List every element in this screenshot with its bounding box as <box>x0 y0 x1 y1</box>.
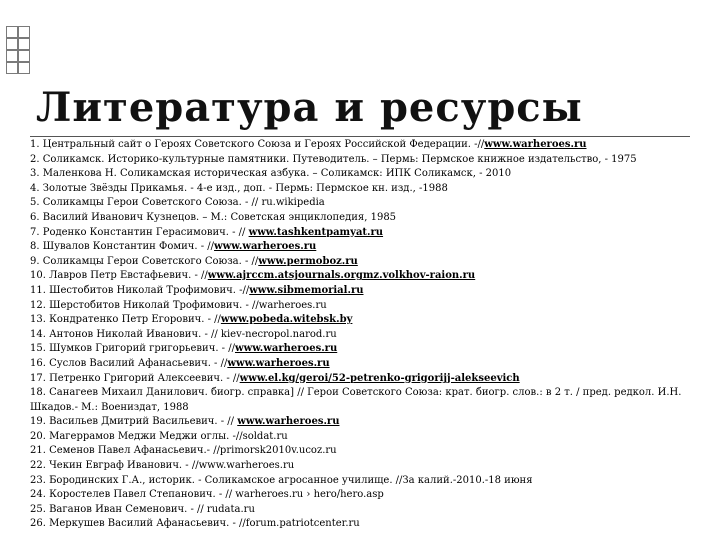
reference-text: 15. Шумков Григорий григорьевич. - // <box>30 343 235 355</box>
reference-item <box>30 211 700 226</box>
slide-title: Литература и ресурсы <box>36 84 583 131</box>
reference-item <box>30 269 700 284</box>
reference-link[interactable]: www.warheroes.ru <box>214 241 317 253</box>
reference-item <box>30 372 700 387</box>
reference-item <box>30 167 700 182</box>
reference-text: 12. Шерстобитов Николай Трофимович. - //warheroes.ru <box>30 299 327 311</box>
reference-item <box>30 430 700 445</box>
reference-link[interactable]: www.warheroes.ru <box>237 416 340 428</box>
reference-item <box>30 517 700 532</box>
reference-text: 4. Золотые Звёзды Прикамья. - 4-е изд., доп. - Пермь: Пермское кн. изд., -1988 <box>30 182 448 194</box>
reference-link[interactable]: www.tashkentpamyat.ru <box>248 226 384 238</box>
reference-link[interactable]: www.warheroes.ru <box>227 357 330 369</box>
reference-link[interactable]: www.pobeda.witebsk.by <box>220 314 353 326</box>
reference-link[interactable]: www.el.kg/geroi/52-petrenko-grigorijj-alekseevich <box>239 372 520 384</box>
reference-text: 22. Чекин Евграф Иванович. - //www.warheroes.ru <box>30 460 295 472</box>
reference-item <box>30 240 700 255</box>
reference-item <box>30 444 700 459</box>
reference-item <box>30 328 700 343</box>
reference-item <box>30 503 700 518</box>
reference-list <box>30 138 700 532</box>
reference-link[interactable]: www.sibmemorial.ru <box>249 284 364 296</box>
reference-item <box>30 153 700 168</box>
reference-item <box>30 342 700 357</box>
reference-item <box>30 255 700 270</box>
reference-text: 10. Лавров Петр Евстафьевич. - // <box>30 270 208 282</box>
reference-item <box>30 488 700 503</box>
title-divider <box>30 136 690 137</box>
reference-item <box>30 284 700 299</box>
reference-text: 20. Магеррамов Меджи Меджи оглы. -//soldat.ru <box>30 430 288 442</box>
reference-text: 9. Соликамцы Герои Советского Союза. - // <box>30 255 259 267</box>
reference-item <box>30 415 700 430</box>
reference-item <box>30 138 700 153</box>
reference-item <box>30 386 700 415</box>
reference-text: 6. Василий Иванович Кузнецов. – М.: Советская энциклопедия, 1985 <box>30 211 397 223</box>
reference-link[interactable]: www.warheroes.ru <box>234 343 338 355</box>
reference-link[interactable]: www.warheroes.ru <box>484 139 587 150</box>
reference-text: 5. Соликамцы Герои Советского Союза. - // ru.wikipedia <box>30 197 325 209</box>
reference-text: 13. Кондратенко Петр Егорович. - // <box>30 314 221 326</box>
reference-item <box>30 182 700 197</box>
reference-text: 14. Антонов Николай Иванович. - // kiev-necropol.narod.ru <box>30 328 337 340</box>
reference-item <box>30 474 700 489</box>
reference-text: 8. Шувалов Константин Фомич. - // <box>30 241 215 253</box>
reference-link[interactable]: www.ajrccm.atsjournals.orgmz.volkhov-raion.ru <box>207 270 476 282</box>
reference-text: 23. Бородинских Г.А., историк. - Соликамское агросанное училище. //За калий.-2010.-18 июня <box>30 474 533 486</box>
reference-item <box>30 313 700 328</box>
reference-text: 11. Шестобитов Николай Трофимович. -// <box>30 284 250 296</box>
reference-link[interactable]: www.permoboz.ru <box>258 255 358 267</box>
reference-text: 24. Коростелев Павел Степанович. - // warheroes.ru › hero/hero.asp <box>30 489 384 501</box>
reference-item <box>30 459 700 474</box>
reference-text: 2. Соликамск. Историко-культурные памятники. Путеводитель. – Пермь: Пермское книжное издательство, - 1975 <box>30 153 637 165</box>
reference-text: 16. Суслов Василий Афанасьевич. - // <box>30 357 228 369</box>
reference-text: 26. Меркушев Василий Афанасьевич. - //forum.patriotcenter.ru <box>30 518 360 530</box>
reference-text: 17. Петренко Григорий Алексеевич. - // <box>30 372 240 384</box>
reference-text: 18. Санагеев Михаил Данилович. биогр. справка] // Герои Советского Союза: крат. биогр. слов.: в 2 т. / пред. редкол. И.Н. Шкадов.- М.: Воениздат, 1988 <box>30 387 682 413</box>
reference-item <box>30 299 700 314</box>
reference-text: 25. Ваганов Иван Семенович. - // rudata.ru <box>30 503 255 515</box>
reference-item <box>30 196 700 211</box>
reference-item <box>30 226 700 241</box>
reference-text: 1. Центральный сайт о Героях Советского Союза и Героях Российской Федерации. -// <box>30 139 485 150</box>
reference-item <box>30 357 700 372</box>
reference-text: 19. Васильев Дмитрий Васильевич. - // <box>30 416 238 428</box>
reference-text: 21. Семенов Павел Афанасьевич.- //primorsk2010v.ucoz.ru <box>30 445 337 457</box>
reference-text: 3. Маленкова Н. Соликамская историческая азбука. – Соликамск: ИПК Соликамск, - 2010 <box>30 168 512 180</box>
reference-text: 7. Роденко Константин Герасимович. - // <box>30 226 249 238</box>
